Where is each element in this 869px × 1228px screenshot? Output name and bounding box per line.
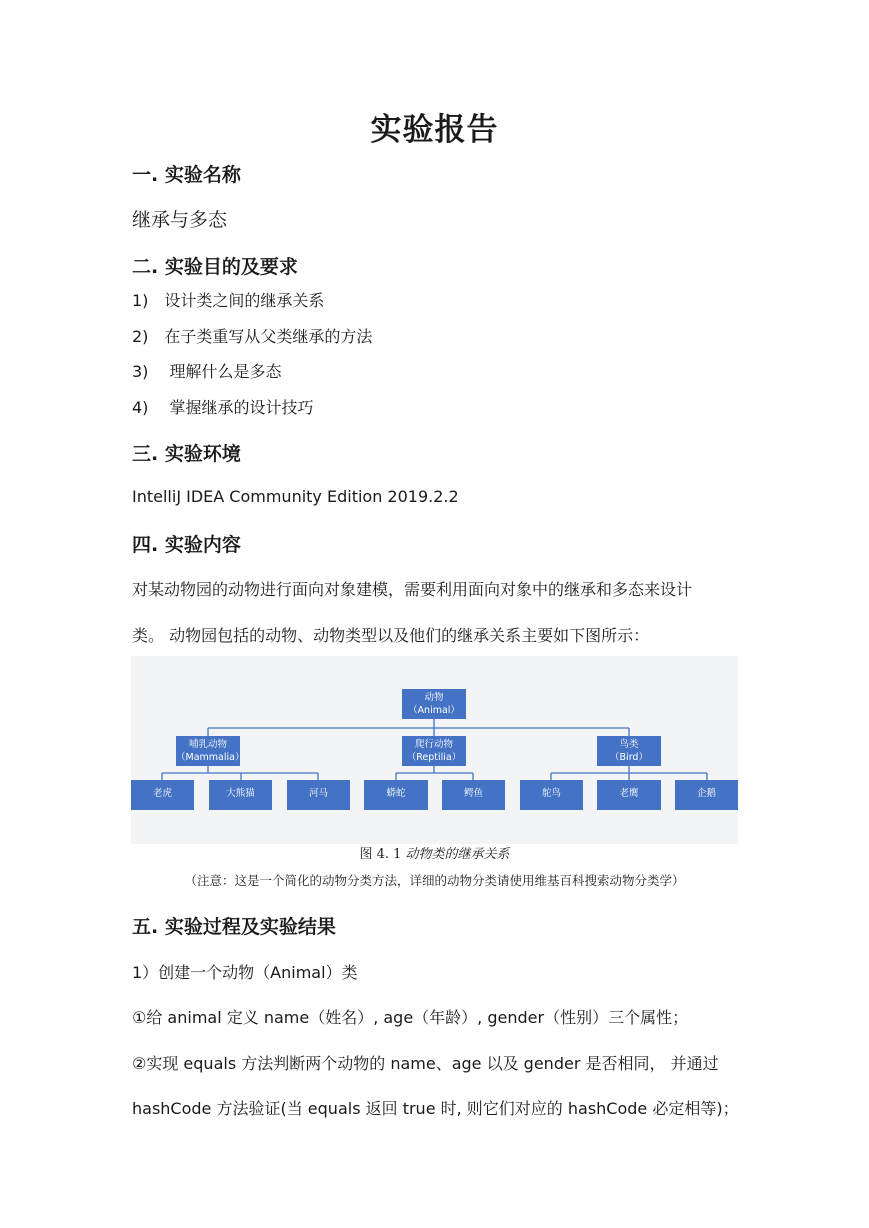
content-paragraph-line: 对某动物园的动物进行面向对象建模，需要利用面向对象中的继承和多态来设计 bbox=[132, 580, 693, 599]
experiment-name: 继承与多态 bbox=[132, 209, 228, 231]
figure-caption-text: 动物类的继承关系 bbox=[405, 847, 510, 862]
section-heading-name: 一. 实验名称 bbox=[132, 164, 241, 186]
goal-item: 3) 理解什么是多态 bbox=[132, 362, 282, 381]
node-label: 鸟类 bbox=[619, 739, 639, 750]
process-line: ②实现 equals 方法判断两个动物的 name、age 以及 gender 是否相同， 并通过 bbox=[132, 1054, 719, 1073]
node-eagle: 老鹰 bbox=[597, 780, 661, 810]
section-heading-goals: 二. 实验目的及要求 bbox=[132, 256, 298, 278]
node-bird bbox=[597, 736, 661, 766]
figure-note: （注意：这是一个简化的动物分类方法，详细的动物分类请使用维基百科搜索动物分类学） bbox=[184, 873, 685, 888]
node-mammalia bbox=[176, 736, 245, 766]
goal-item: 2) 在子类重写从父类继承的方法 bbox=[132, 327, 373, 346]
node-label: （Animal） bbox=[408, 705, 460, 716]
content-paragraph-line: 类。 动物园包括的动物、动物类型以及他们的继承关系主要如下图所示： bbox=[132, 626, 650, 645]
figure-caption bbox=[0, 843, 869, 862]
node-label: （Bird） bbox=[610, 752, 648, 763]
node-tiger: 老虎 bbox=[131, 780, 194, 810]
node-label: 哺乳动物 bbox=[188, 739, 227, 750]
node-ostrich: 鸵鸟 bbox=[520, 780, 583, 810]
figure-number: 图 4. 1 bbox=[359, 847, 402, 862]
node-crocodile: 鳄鱼 bbox=[442, 780, 505, 810]
goal-item: 1) 设计类之间的继承关系 bbox=[132, 291, 325, 310]
inheritance-diagram bbox=[131, 656, 738, 844]
document-title: 实验报告 bbox=[370, 112, 499, 148]
node-label: （Mammalia） bbox=[176, 752, 245, 763]
goal-item: 4) 掌握继承的设计技巧 bbox=[132, 398, 314, 417]
node-panda: 大熊猫 bbox=[209, 780, 272, 810]
node-label: （Reptilia） bbox=[406, 752, 462, 763]
environment-text: IntelliJ IDEA Community Edition 2019.2.2 bbox=[132, 487, 459, 506]
process-line: 1）创建一个动物（Animal）类 bbox=[132, 963, 358, 982]
section-heading-content: 四. 实验内容 bbox=[132, 534, 241, 556]
section-heading-environment: 三. 实验环境 bbox=[132, 443, 241, 465]
node-label: 爬行动物 bbox=[414, 739, 453, 750]
node-python: 蟒蛇 bbox=[364, 780, 428, 810]
node-hippo: 河马 bbox=[287, 780, 350, 810]
process-line: hashCode 方法验证(当 equals 返回 true 时, 则它们对应的 hashCode 必定相等)； bbox=[132, 1099, 739, 1118]
node-animal bbox=[402, 689, 466, 719]
node-reptilia bbox=[402, 736, 466, 766]
node-label: 动物 bbox=[424, 692, 444, 703]
section-heading-process: 五. 实验过程及实验结果 bbox=[132, 916, 336, 938]
node-penguin: 企鹅 bbox=[675, 780, 738, 810]
process-line: ①给 animal 定义 name（姓名）, age（年龄）, gender（性别）三个属性； bbox=[132, 1008, 689, 1027]
